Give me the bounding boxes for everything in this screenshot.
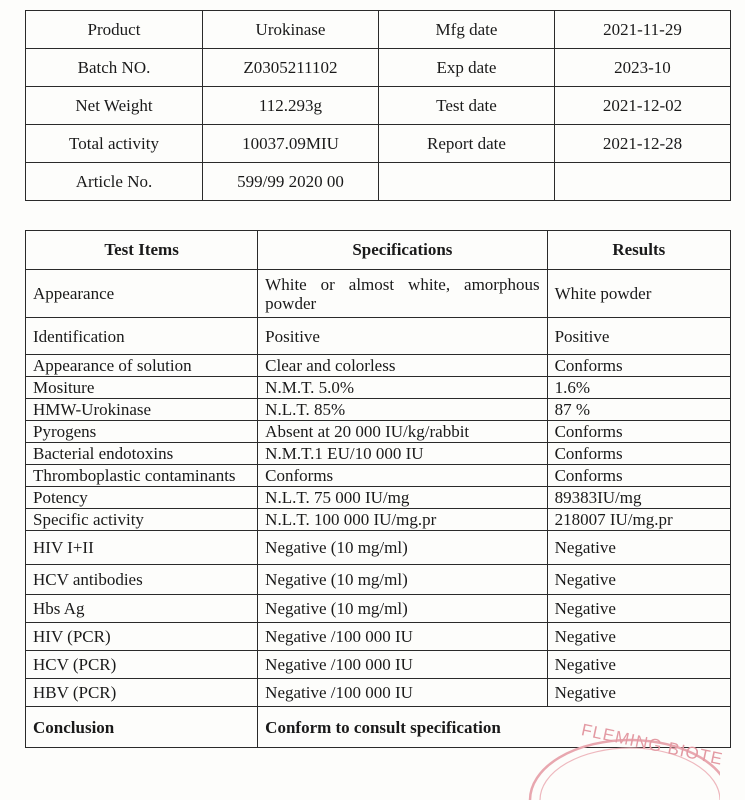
header-test-items: Test Items — [26, 231, 258, 270]
test-row — [26, 651, 731, 679]
test-item: Specific activity — [26, 509, 258, 531]
test-spec: Negative (10 mg/ml) — [258, 531, 547, 565]
test-spec: N.M.T.1 EU/10 000 IU — [258, 443, 547, 465]
test-row — [26, 509, 731, 531]
test-result: 218007 IU/mg.pr — [547, 509, 730, 531]
test-item: Appearance of solution — [26, 355, 258, 377]
conclusion-row — [26, 707, 731, 748]
test-row — [26, 487, 731, 509]
test-item: Thromboplastic contaminants — [26, 465, 258, 487]
test-result: Negative — [547, 651, 730, 679]
test-item: HMW-Urokinase — [26, 399, 258, 421]
test-row — [26, 318, 731, 355]
header-specifications: Specifications — [258, 231, 547, 270]
info-label: Article No. — [26, 163, 203, 201]
test-result: Positive — [547, 318, 730, 355]
test-item: Mositure — [26, 377, 258, 399]
test-spec: Negative /100 000 IU — [258, 679, 547, 707]
header-results: Results — [547, 231, 730, 270]
test-result: Conforms — [547, 421, 730, 443]
info-label: Net Weight — [26, 87, 203, 125]
test-result: Negative — [547, 679, 730, 707]
info-value: 2021-12-28 — [554, 125, 730, 163]
test-spec: Clear and colorless — [258, 355, 547, 377]
test-row — [26, 531, 731, 565]
info-value: 2023-10 — [554, 49, 730, 87]
test-spec: Absent at 20 000 IU/kg/rabbit — [258, 421, 547, 443]
test-result: Negative — [547, 595, 730, 623]
info-label: Total activity — [26, 125, 203, 163]
test-item: HIV (PCR) — [26, 623, 258, 651]
test-spec: Positive — [258, 318, 547, 355]
test-result: Conforms — [547, 355, 730, 377]
conclusion-label: Conclusion — [26, 707, 258, 748]
test-spec: N.M.T. 5.0% — [258, 377, 547, 399]
info-value: Z0305211102 — [203, 49, 379, 87]
test-spec: N.L.T. 100 000 IU/mg.pr — [258, 509, 547, 531]
test-row — [26, 465, 731, 487]
test-row — [26, 377, 731, 399]
test-item: Identification — [26, 318, 258, 355]
test-spec: N.L.T. 75 000 IU/mg — [258, 487, 547, 509]
info-label: Test date — [378, 87, 554, 125]
info-value: Urokinase — [203, 11, 379, 49]
test-result: Negative — [547, 623, 730, 651]
test-row — [26, 595, 731, 623]
info-label: Product — [26, 11, 203, 49]
test-spec: Negative /100 000 IU — [258, 623, 547, 651]
stamp-text: FLEMING BIOTE — [579, 720, 725, 769]
info-label: Batch NO. — [26, 49, 203, 87]
test-spec: Negative (10 mg/ml) — [258, 595, 547, 623]
info-value: 2021-11-29 — [554, 11, 730, 49]
test-spec: N.L.T. 85% — [258, 399, 547, 421]
test-row — [26, 623, 731, 651]
test-item: Hbs Ag — [26, 595, 258, 623]
test-item: HCV antibodies — [26, 565, 258, 595]
test-table-header — [26, 231, 731, 270]
test-results-table — [25, 230, 731, 748]
test-result: 89383IU/mg — [547, 487, 730, 509]
test-spec: Negative (10 mg/ml) — [258, 565, 547, 595]
test-result: Negative — [547, 531, 730, 565]
test-row — [26, 443, 731, 465]
test-row — [26, 270, 731, 318]
product-info-table — [25, 10, 731, 201]
info-value: 112.293g — [203, 87, 379, 125]
test-row — [26, 399, 731, 421]
info-value: 2021-12-02 — [554, 87, 730, 125]
test-result: Conforms — [547, 465, 730, 487]
test-item: HBV (PCR) — [26, 679, 258, 707]
test-result: 87 % — [547, 399, 730, 421]
test-spec: Negative /100 000 IU — [258, 651, 547, 679]
info-row — [26, 163, 731, 201]
test-item: HCV (PCR) — [26, 651, 258, 679]
test-result: White powder — [547, 270, 730, 318]
info-value — [554, 163, 730, 201]
test-result: Conforms — [547, 443, 730, 465]
info-label — [378, 163, 554, 201]
test-result: Negative — [547, 565, 730, 595]
info-label: Exp date — [378, 49, 554, 87]
info-label: Report date — [378, 125, 554, 163]
conclusion-text: Conform to consult specification — [258, 707, 731, 748]
test-spec: White or almost white, amorphous powder — [258, 270, 547, 318]
test-result: 1.6% — [547, 377, 730, 399]
test-row — [26, 679, 731, 707]
test-item: HIV I+II — [26, 531, 258, 565]
info-row — [26, 11, 731, 49]
info-value: 10037.09MIU — [203, 125, 379, 163]
test-row — [26, 565, 731, 595]
test-spec: Conforms — [258, 465, 547, 487]
test-row — [26, 421, 731, 443]
info-label: Mfg date — [378, 11, 554, 49]
info-value: 599/99 2020 00 — [203, 163, 379, 201]
info-row — [26, 87, 731, 125]
test-item: Pyrogens — [26, 421, 258, 443]
info-row — [26, 49, 731, 87]
test-item: Bacterial endotoxins — [26, 443, 258, 465]
test-item: Potency — [26, 487, 258, 509]
test-item: Appearance — [26, 270, 258, 318]
test-row — [26, 355, 731, 377]
info-row — [26, 125, 731, 163]
